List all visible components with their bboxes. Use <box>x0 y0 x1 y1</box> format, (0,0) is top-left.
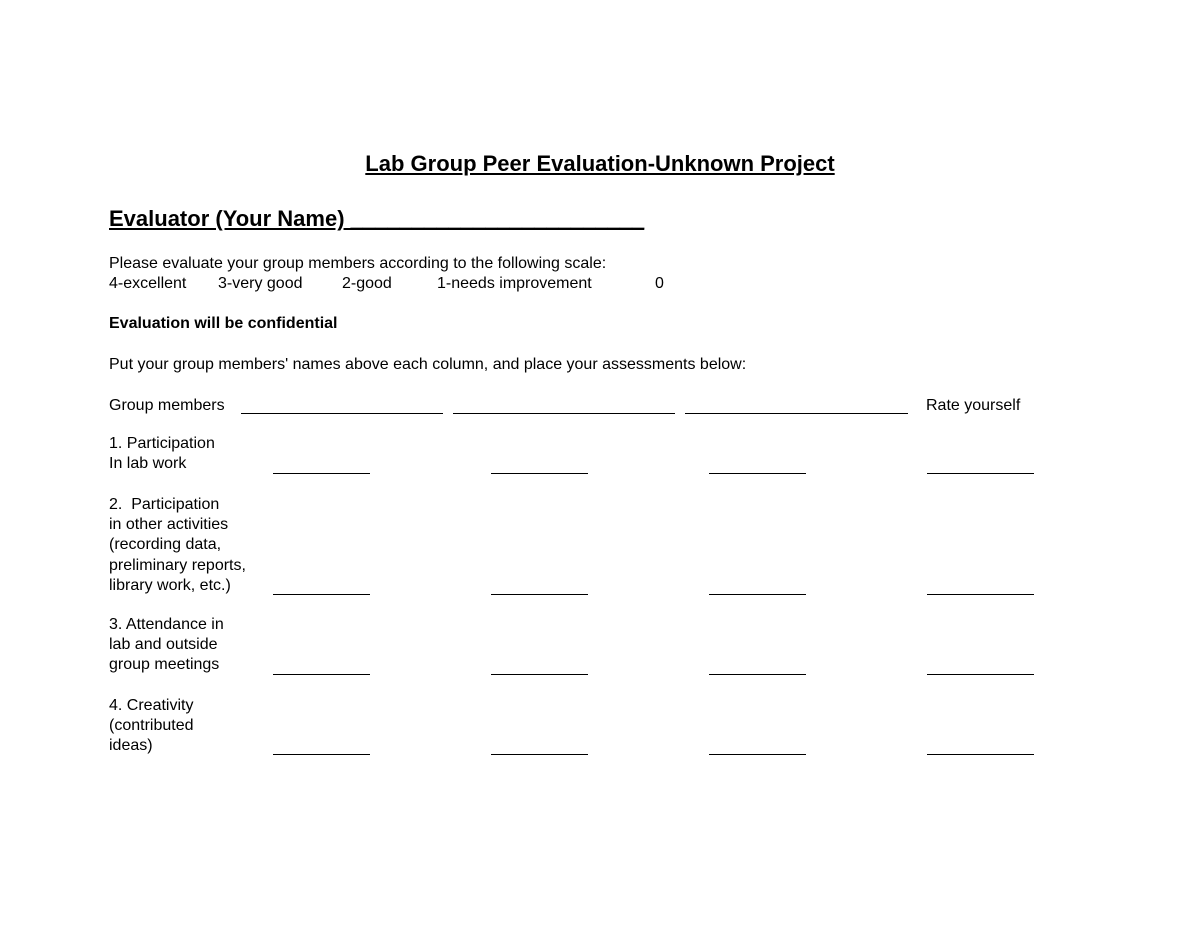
criterion-line: (contributed <box>109 717 194 735</box>
member-2-rating-blank[interactable] <box>491 594 588 595</box>
member-2-rating-blank[interactable] <box>491 473 588 474</box>
criterion-line: library work, etc.) <box>109 576 231 594</box>
scale-good: 2-good <box>342 275 392 292</box>
criterion-line: preliminary reports, <box>109 556 246 574</box>
member-2-name-field[interactable] <box>453 413 675 414</box>
criterion-line: lab and outside <box>109 636 218 654</box>
criterion-participation-lab <box>109 434 215 474</box>
member-3-rating-blank[interactable] <box>709 674 806 675</box>
rate-yourself-label: Rate yourself <box>926 397 1021 414</box>
member-1-name-field[interactable] <box>241 413 443 414</box>
member-3-name-field[interactable] <box>685 413 908 414</box>
page-title: Lab Group Peer Evaluation-Unknown Project <box>365 151 835 176</box>
criterion-line: 3. Attendance in <box>109 616 224 633</box>
confidential-note: Evaluation will be confidential <box>109 315 338 332</box>
member-3-rating-blank[interactable] <box>709 594 806 595</box>
criterion-line: 1. Participation <box>109 435 215 452</box>
criterion-line: 4. Creativity <box>109 697 194 714</box>
member-2-rating-blank[interactable] <box>491 674 588 675</box>
scale-needs-improvement: 1-needs improvement <box>437 275 592 292</box>
criterion-line: in other activities <box>109 516 229 534</box>
criterion-line: ideas) <box>109 737 153 755</box>
self-rating-blank[interactable] <box>927 754 1034 755</box>
scale-very-good: 3-very good <box>218 275 303 292</box>
criterion-line: In lab work <box>109 455 187 473</box>
columns-instruction: Put your group members' names above each column, and place your assessments below: <box>109 356 747 373</box>
member-1-rating-blank[interactable] <box>273 754 370 755</box>
member-1-rating-blank[interactable] <box>273 473 370 474</box>
member-3-rating-blank[interactable] <box>709 473 806 474</box>
member-2-rating-blank[interactable] <box>491 754 588 755</box>
self-rating-blank[interactable] <box>927 594 1034 595</box>
member-3-rating-blank[interactable] <box>709 754 806 755</box>
criterion-participation-other <box>109 495 246 596</box>
member-1-rating-blank[interactable] <box>273 674 370 675</box>
criterion-attendance <box>109 615 224 676</box>
criterion-line: group meetings <box>109 656 220 674</box>
evaluator-name-field[interactable]: Evaluator (Your Name) ________________________ <box>109 206 645 231</box>
member-1-rating-blank[interactable] <box>273 594 370 595</box>
group-members-label: Group members <box>109 397 225 414</box>
self-rating-blank[interactable] <box>927 674 1034 675</box>
self-rating-blank[interactable] <box>927 473 1034 474</box>
criterion-creativity <box>109 696 194 757</box>
scale-excellent: 4-excellent <box>109 275 187 292</box>
criterion-line: (recording data, <box>109 536 222 554</box>
scale-intro: Please evaluate your group members according to the following scale: <box>109 255 607 272</box>
criterion-line: 2. Participation <box>109 496 220 513</box>
scale-zero: 0 <box>655 275 664 292</box>
